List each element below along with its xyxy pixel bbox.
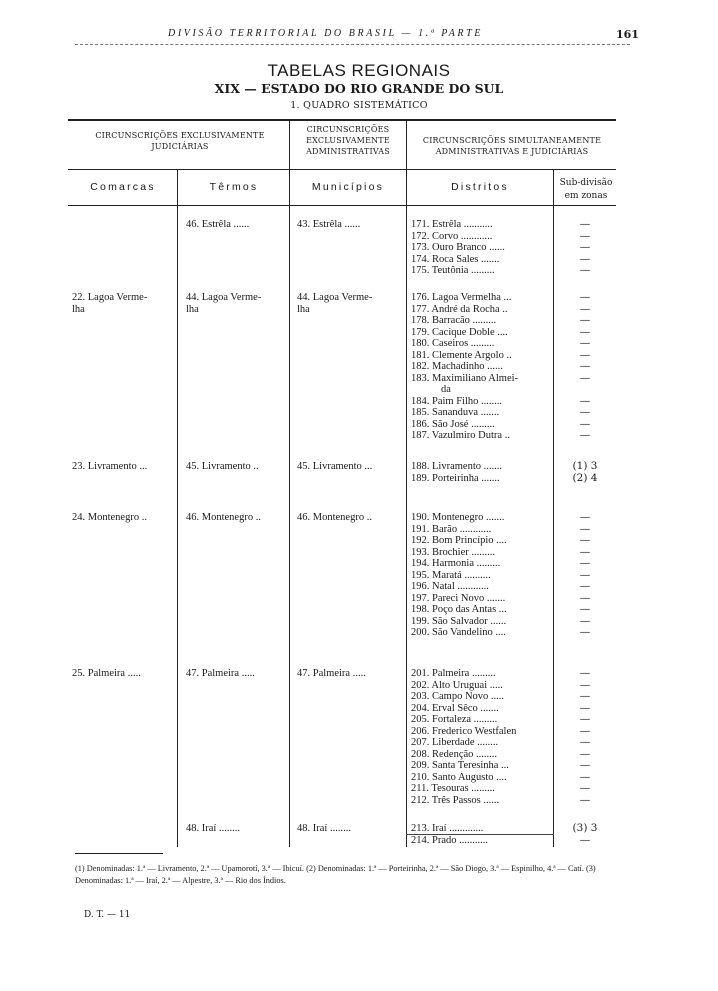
district-item: 205. Fortaleza ......... [411, 714, 498, 725]
district-item: 206. Frederico Westfalen [411, 725, 517, 737]
district-item: 182. Machadinho ...... [411, 361, 503, 372]
comarca-cell: 24. Montenegro .. [72, 512, 147, 523]
subdivision-value: — [579, 591, 591, 604]
district-item: 213. Iraí ............. [411, 823, 484, 834]
subdivision-value: — [579, 314, 591, 326]
termo-cell: 46. Montenegro .. [186, 512, 261, 523]
comarca-cell: 23. Livramento ... [72, 461, 148, 472]
district-item: 185. Sananduva ....... [411, 407, 500, 418]
subdivision-value: — [579, 724, 591, 737]
running-head-rule [75, 44, 630, 45]
subdivision-value: — [579, 348, 591, 361]
subdivision-value: — [579, 678, 591, 691]
district-item: 195. Maratá .......... [411, 569, 491, 581]
col-divider-distrito [553, 169, 554, 847]
district-item-continuation: da [441, 384, 451, 395]
subdivision-value: — [579, 417, 591, 430]
subdivision-value: — [579, 713, 591, 725]
district-item: 186. São José ......... [411, 418, 495, 430]
subdivision-value: — [579, 534, 591, 546]
subdivision-value: — [579, 747, 591, 760]
district-item: 210. Santo Augusto .... [411, 771, 507, 783]
table-top-rule [68, 119, 616, 121]
column-header-distritos: Distritos [451, 181, 509, 193]
irai-separator [406, 834, 554, 835]
district-item: 173. Ouro Branco ...... [411, 242, 505, 253]
subdivision-value: — [579, 770, 591, 783]
signature-mark: D. T. — 11 [84, 910, 131, 920]
subdivision-value: — [579, 736, 591, 748]
subdivision-value: — [579, 337, 591, 349]
column-header-comarcas: Comarcas [90, 181, 156, 193]
section-title: 1. QUADRO SISTEMÁTICO [290, 100, 428, 111]
district-item: 200. São Vandelino .... [411, 627, 506, 638]
subdivision-value: — [579, 793, 591, 806]
column-header-municipios: Municípios [311, 181, 385, 193]
district-item: 194. Harmonia ......... [411, 558, 501, 569]
comarca-cell: 25. Palmeira ..... [72, 668, 141, 679]
district-item: 178. Barracão ......... [411, 315, 497, 326]
municipio-cell: 48. Iraí ........ [297, 823, 351, 834]
subdivision-value: — [579, 241, 591, 253]
district-item: 207. Liberdade ........ [411, 737, 499, 748]
group-header-judicial: CIRCUNSCRIÇÕES EXCLUSIVAMENTE JUDICIÁRIAS [95, 131, 265, 151]
district-item: 180. Caseiros ......... [411, 338, 495, 349]
subdivision-value: (1) 3 [572, 460, 598, 472]
subdivision-value: — [579, 833, 591, 846]
district-item: 172. Corvo ............ [411, 230, 493, 242]
district-item: 197. Pareci Novo ....... [411, 592, 506, 604]
termo-cell: 46. Estrêla ...... [186, 219, 250, 230]
page-number: 161 [616, 28, 639, 41]
district-item: 171. Estrêla ........... [411, 219, 493, 230]
subdivision-value: — [579, 667, 591, 679]
district-item: 175. Teutônia ......... [411, 265, 495, 276]
subdivision-value: — [579, 782, 591, 794]
district-item: 204. Erval Sêco ....... [411, 702, 499, 714]
subdivision-value: — [579, 394, 591, 407]
district-item: 203. Campo Novo ..... [411, 691, 505, 702]
subdivision-value: (2) 4 [572, 471, 598, 484]
subdivision-value: — [579, 252, 591, 265]
subdivision-value: — [579, 360, 591, 372]
termo-cell: 44. Lagoa Verme- lha [186, 292, 262, 315]
district-item: 188. Livramento ....... [411, 461, 502, 472]
subdivision-value: — [579, 406, 591, 418]
district-item: 198. Poço das Antas ... [411, 604, 507, 615]
district-item: 192. Bom Princípio .... [411, 535, 507, 546]
district-item: 214. Prado ........... [411, 834, 488, 846]
state-subtitle: XIX — ESTADO DO RIO GRANDE DO SUL [214, 81, 504, 96]
subdivision-value: — [579, 626, 591, 638]
district-item: 193. Brochier ......... [411, 546, 495, 558]
district-item: 202. Alto Uruguai ..... [411, 679, 503, 691]
district-item: 209. Santa Teresinha ... [411, 760, 509, 771]
district-item: 184. Paim Filho ........ [411, 395, 503, 407]
group-header-rule [68, 169, 616, 170]
subdivision-value: (3) 3 [572, 822, 598, 834]
district-item: 212. Três Passos ...... [411, 794, 500, 806]
subdivision-value: — [579, 229, 591, 242]
termo-cell: 48. Iraí ........ [186, 823, 240, 834]
district-item: 190. Montenegro ....... [411, 512, 505, 523]
footnote-rule [75, 853, 163, 854]
municipio-cell: 44. Lagoa Verme- lha [297, 292, 373, 315]
municipio-cell: 46. Montenegro .. [297, 512, 372, 523]
district-item: 187. Vazulmiro Dutra .. [411, 430, 510, 441]
column-header-rule [68, 205, 616, 206]
termo-cell: 45. Livramento .. [186, 461, 259, 472]
district-item: 211. Tesouras ......... [411, 783, 495, 794]
subdivision-value: — [579, 580, 591, 592]
district-item: 174. Roca Sales ....... [411, 253, 500, 265]
district-item: 201. Palmeira ......... [411, 668, 496, 679]
subdivision-value: — [579, 701, 591, 714]
municipio-cell: 43. Estrêla ...... [297, 219, 361, 230]
subdivision-value: — [579, 557, 591, 569]
subdivision-value: — [579, 545, 591, 558]
district-item: 176. Lagoa Vermelha ... [411, 292, 512, 303]
subdivision-value: — [579, 429, 591, 441]
district-item: 208. Redenção ........ [411, 748, 498, 760]
subdivision-value: — [579, 614, 591, 627]
district-item: 177. André da Rocha .. [411, 303, 508, 315]
subdivision-value: — [579, 603, 591, 615]
subdivision-value: — [579, 511, 591, 523]
district-item: 189. Porteirinha ....... [411, 472, 500, 484]
district-item: 199. São Salvador ...... [411, 615, 507, 627]
district-item: 196. Natal ............ [411, 581, 489, 592]
district-item: 191. Barão ............ [411, 523, 492, 535]
subdivision-value: — [579, 291, 591, 303]
col-divider-comarca [177, 169, 178, 847]
subdivision-value: — [579, 264, 591, 276]
column-header-termos: Têrmos [209, 181, 259, 193]
subdivision-value: — [579, 690, 591, 702]
subdivision-value: — [579, 759, 591, 771]
col-divider-municipio [406, 169, 407, 847]
subdivision-value: — [579, 218, 591, 230]
district-item: 181. Clemente Argolo .. [411, 349, 512, 361]
subdivision-value: — [579, 302, 591, 315]
subdivision-value: — [579, 371, 591, 384]
subdivision-value: — [579, 568, 591, 581]
footnote: (1) Denominadas: 1.ª — Livramento, 2.ª — Upamorotí, 3.ª — Ibicuí. (2) Denominadas: 1.ª — Porteirinha, 2.ª — São Diogo, 3.ª — Espinilho, 4.ª — Catí. (3) Denominadas: 1.ª — Iraí, 2.ª — Alpestre, 3.ª — Rio dos Índios. [75, 864, 596, 885]
comarca-cell: 22. Lagoa Verme- lha [72, 292, 148, 315]
page-title: TABELAS REGIONAIS [267, 61, 451, 80]
subdivision-value: — [579, 325, 591, 338]
district-item: 179. Cacique Doble .... [411, 326, 508, 338]
group-header-both: CIRCUNSCRIÇÕES SIMULTANEAMENTE ADMINISTRATIVAS E JUDICIÁRIAS [422, 136, 602, 156]
group-header-administrative: CIRCUNSCRIÇÕES EXCLUSIVAMENTE ADMINISTRATIVAS [306, 125, 390, 156]
subdivision-value: — [579, 522, 591, 535]
municipio-cell: 47. Palmeira ..... [297, 668, 366, 679]
municipio-cell: 45. Livramento ... [297, 461, 373, 472]
col-divider-termo [289, 169, 290, 847]
termo-cell: 47. Palmeira ..... [186, 668, 255, 679]
district-item: 183. Maximiliano Almei- [411, 372, 519, 384]
running-head: DIVISÃO TERRITORIAL DO BRASIL — 1.ª PARTE [168, 28, 484, 39]
column-header-subdivisao: Sub-divisão em zonas [559, 178, 613, 201]
